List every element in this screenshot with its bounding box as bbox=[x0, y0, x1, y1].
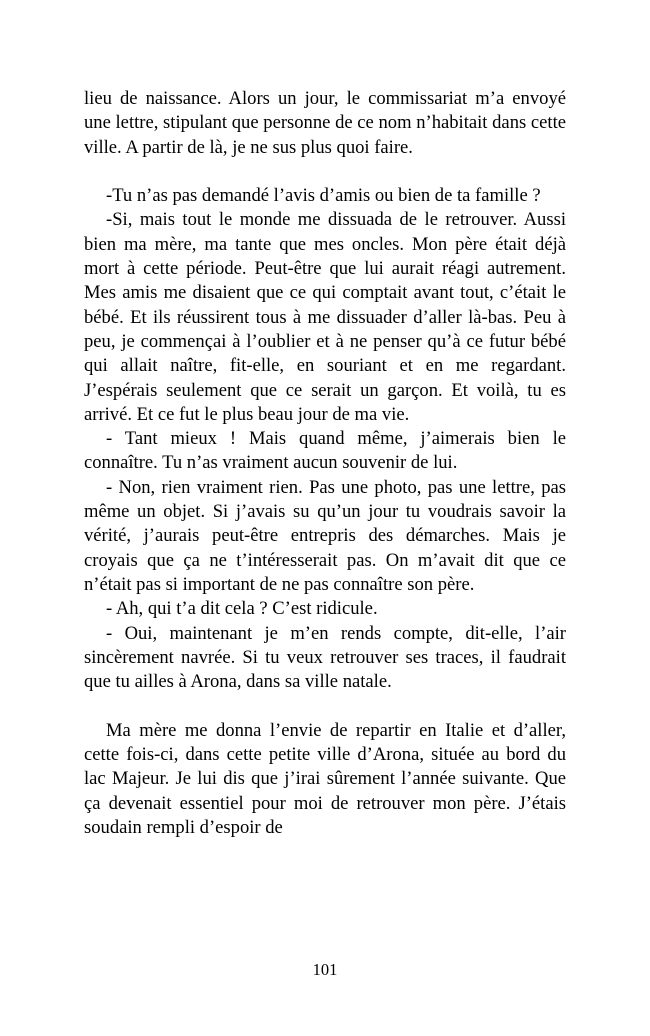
dialogue-line: - Oui, maintenant je m’en rends compte, dit-elle, l’air sincèrement navrée. Si tu veux retrouver ses traces, il faudrait que tu ailles à Arona, dans sa ville natale. bbox=[84, 622, 566, 693]
body-text bbox=[84, 87, 566, 840]
paragraph-gap bbox=[84, 694, 566, 718]
narrative-paragraph: Ma mère me donna l’envie de repartir en Italie et d’aller, cette fois-ci, dans cette petite ville d’Arona, située au bord du lac Majeur. Je lui dis que j’irai sûrement l’année suivante. Que ça devenait essentiel pour moi de retrouver mon père. J’étais soudain rempli d’espoir de bbox=[84, 719, 566, 838]
page-number: 101 bbox=[312, 960, 338, 979]
dialogue-line: - Non, rien vraiment rien. Pas une photo, pas une lettre, pas même un objet. Si j’avais su qu’un jour tu voudrais savoir la vérité, j’aurais peut-être entrepris des démarches. Mais je croyais que ça ne t’intéresserait pas. On m’avait dit que ce n’était pas si important de ne pas connaître son père. bbox=[84, 476, 566, 595]
dialogue-line: - Ah, qui t’a dit cela ? C’est ridicule. bbox=[106, 598, 378, 620]
paragraph-continuation: lieu de naissance. Alors un jour, le commissariat m’a envoyé une lettre, stipulant que personne de ce nom n’habitait dans cette ville. A partir de là, je ne sus plus quoi faire. bbox=[84, 88, 566, 158]
dialogue-line: -Tu n’as pas demandé l’avis d’amis ou bien de ta famille ? bbox=[106, 185, 541, 207]
dialogue-line: - Tant mieux ! Mais quand même, j’aimerais bien le connaître. Tu n’as vraiment aucun souvenir de lui. bbox=[84, 428, 566, 474]
paragraph-gap bbox=[84, 160, 566, 184]
dialogue-line: -Si, mais tout le monde me dissuada de le retrouver. Aussi bien ma mère, ma tante que mes oncles. Mon père était déjà mort à cette période. Peut-être que lui aurait réagi autrement. Mes amis me disaient que ce qui comptait avant tout, c’était le bébé. Et ils réussirent tous à me dissuader d’aller là-bas. Peu à peu, je commençai à l’oublier et à ne penser qu’à ce futur bébé qui allait naître, fit-elle, en souriant et en me regardant. J’espérais seulement que ce serait un garçon. Et voilà, tu es arrivé. Et ce fut le plus beau jour de ma vie. bbox=[84, 209, 566, 425]
